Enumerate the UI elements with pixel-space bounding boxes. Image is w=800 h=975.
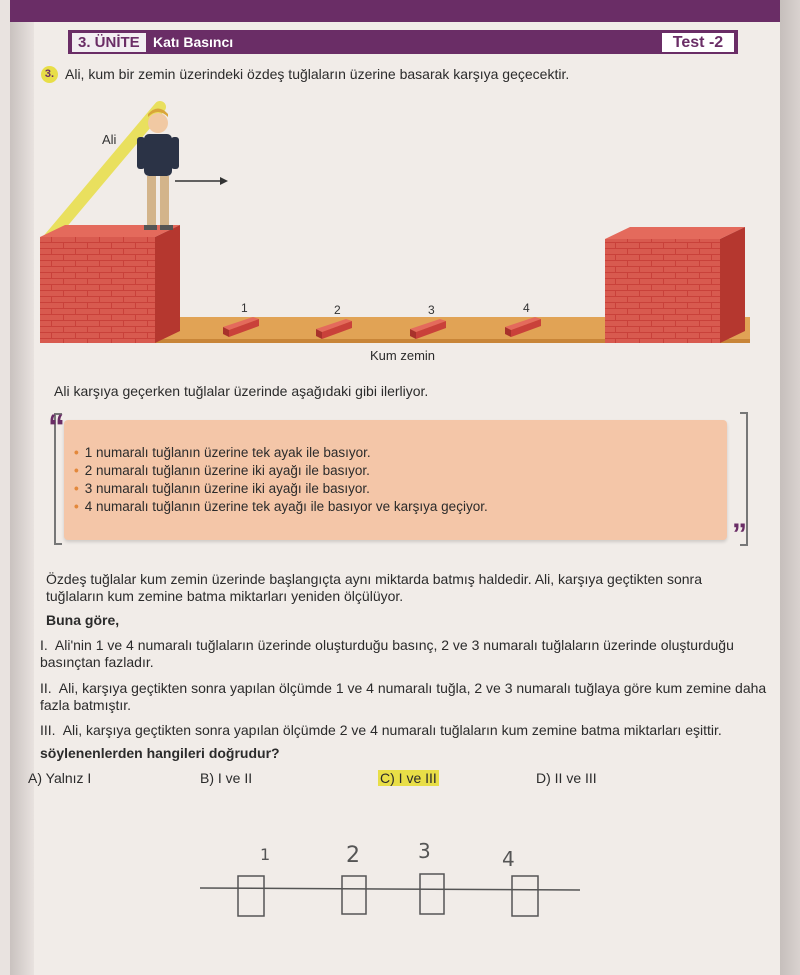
buna-gore-label: Buna göre, [46, 612, 120, 628]
statement-text: Ali, karşıya geçtikten sonra yapılan ölçümde 1 ve 4 numaralı tuğla, 2 ve 3 numaralı tuğlaya göre kum zemine daha fazla batmıştır. [40, 680, 767, 713]
option-text: I ve II [217, 770, 253, 786]
option-a[interactable] [28, 770, 91, 786]
unit-topic: Katı Basıncı [153, 34, 234, 50]
lead-text: Ali karşıya geçerken tuğlalar üzerinde aşağıdaki gibi ilerliyor. [54, 383, 429, 399]
option-d[interactable] [536, 770, 597, 786]
page-edge-shadow [780, 0, 800, 975]
question-stem: Ali, kum bir zemin üzerindeki özdeş tuğlaların üzerine basarak karşıya geçecektir. [65, 66, 570, 82]
step-item: • 4 numaralı tuğlanın üzerine tek ayağı ile basıyor ve karşıya geçiyor. [74, 498, 488, 516]
statement-text: Ali'nin 1 ve 4 numaralı tuğlaların üzerinde oluşturduğu basınç, 2 ve 3 numaralı tuğlaların üzerinde oluşturduğu basınçtan fazladır. [40, 637, 734, 670]
brick-label-2: 2 [334, 303, 341, 317]
person-label: Ali [102, 132, 117, 147]
statement-3 [40, 722, 770, 739]
statement-roman: III. [40, 722, 56, 738]
step-item: • 1 numaralı tuğlanın üzerine tek ayak ile basıyor. [74, 444, 488, 462]
hand-num-4: 4 [502, 847, 515, 871]
statement-1 [40, 637, 770, 671]
option-text: Yalnız I [45, 770, 92, 786]
option-text: I ve III [398, 770, 437, 786]
brick-figure [40, 87, 750, 347]
statement-2 [40, 680, 770, 714]
statement-roman: II. [40, 680, 52, 696]
page-spine-shadow [10, 0, 34, 975]
close-quote-icon: ” [732, 518, 747, 551]
brick-label-1: 1 [241, 301, 248, 315]
step-list [74, 444, 488, 516]
workbook-page [10, 0, 780, 975]
option-key: D) [536, 770, 551, 786]
test-number: Test -2 [662, 33, 734, 52]
statement-roman: I. [40, 637, 48, 653]
open-quote-icon: “ [48, 408, 65, 446]
right-brick-platform [605, 227, 745, 343]
question-prompt: söylenenlerden hangileri doğrudur? [40, 745, 280, 761]
option-c[interactable] [378, 770, 439, 786]
hand-num-2: 2 [346, 843, 360, 868]
option-b[interactable] [200, 770, 252, 786]
left-brick-platform [40, 225, 180, 343]
hand-num-3: 3 [418, 840, 431, 863]
option-key: A) [28, 770, 42, 786]
handwritten-sketch [180, 840, 600, 930]
context-paragraph: Özdeş tuğlalar kum zemin üzerinde başlangıçta aynı miktarda batmış haldedir. Ali, karşıya geçtikten sonra tuğlaların kum zemine batma miktarları yeniden ölçülüyor. [46, 571, 702, 604]
statement-text: Ali, karşıya geçtikten sonra yapılan ölçümde 2 ve 4 numaralı tuğlaların kum zemine batma miktarları eşittir. [62, 722, 722, 738]
option-key: B) [200, 770, 214, 786]
hand-num-1: 1 [260, 845, 271, 864]
option-key: C) [380, 770, 395, 786]
brick-label-4: 4 [523, 301, 530, 315]
top-purple-band [10, 0, 780, 22]
step-item: • 2 numaralı tuğlanın üzerine iki ayağı ile basıyor. [74, 462, 488, 480]
option-text: II ve III [554, 770, 597, 786]
question-number: 3. [41, 66, 58, 83]
ground-label: Kum zemin [370, 348, 436, 363]
brick-label-3: 3 [428, 303, 435, 317]
step-item: • 3 numaralı tuğlanın üzerine iki ayağı ile basıyor. [74, 480, 488, 498]
unit-number: 3. ÜNİTE [72, 33, 146, 52]
